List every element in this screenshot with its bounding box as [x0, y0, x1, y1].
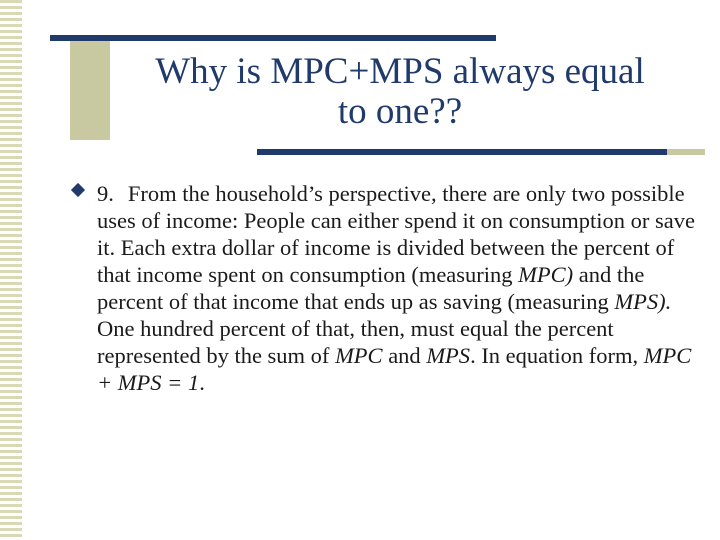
bullet-text-part-2: and the percent of that income that ends up as saving (measuring: [97, 262, 645, 314]
bullet-text-part-4: and: [382, 343, 427, 368]
slide-title: [112, 52, 688, 132]
title-rule-top: [50, 35, 496, 41]
bullet-text-part-5: . In equation form,: [470, 343, 644, 368]
term-mps-2: MPS: [426, 343, 471, 368]
equation: MPC + MPS = 1: [97, 343, 692, 395]
slide-title-line-2: to one??: [337, 91, 463, 132]
bullet-text-part-6: .: [199, 370, 205, 395]
term-mpc-1: MPC): [518, 262, 574, 287]
term-mpc-2: MPC: [335, 343, 383, 368]
title-rule-bottom-accent: [667, 149, 705, 155]
bullet-text-part-3: One hundred percent of that, then, must equal the percent represented by the sum of: [97, 316, 614, 368]
bullet-text: [97, 180, 700, 396]
bullet-text-part-1: From the household’s perspective, there are only two possible uses of income: People can either spend it on consumption or save it. Each extra dollar of income is divided between the percent of that income spent on consumption (measuring: [97, 181, 695, 287]
left-stripe-decoration: [0, 0, 22, 540]
term-mps-1: MPS).: [614, 289, 672, 314]
diamond-bullet-icon: [71, 183, 85, 197]
title-accent-block: [70, 41, 110, 140]
title-rule-bottom: [257, 149, 667, 155]
slide-title-line-1: Why is MPC+MPS always equal: [155, 51, 645, 92]
bullet-paragraph: [97, 180, 700, 396]
bullet-item: [70, 180, 700, 396]
bullet-number: 9.: [97, 181, 114, 206]
